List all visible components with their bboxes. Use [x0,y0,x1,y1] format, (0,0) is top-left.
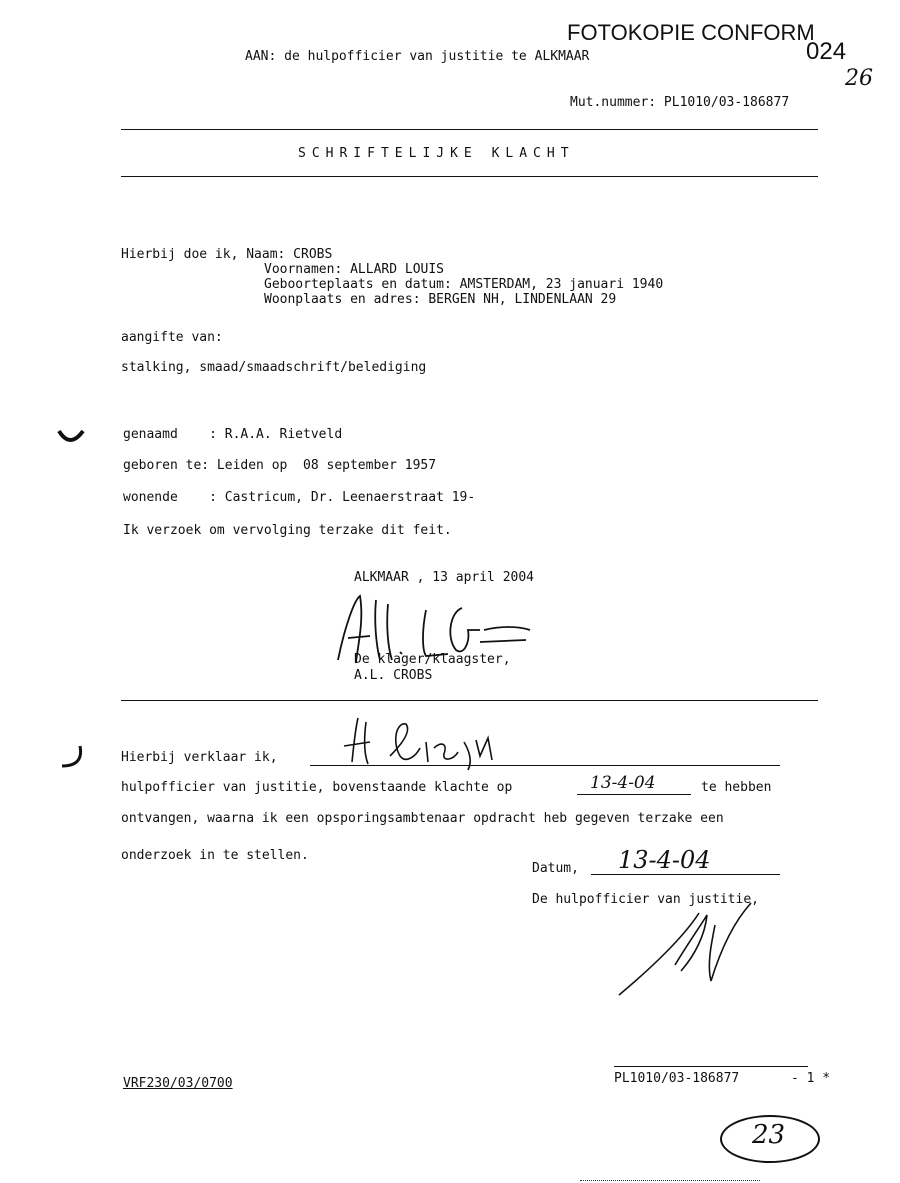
declaration-line-3: ontvangen, waarna ik een opsporingsambtenaar opdracht heb gegeven terzake een [121,811,724,826]
complainant-printed-name: A.L. CROBS [354,668,433,683]
handwritten-number: 26 [845,66,873,91]
officer-name-handwriting [340,712,520,772]
footer-reference-line [614,1066,808,1067]
prosecution-request: Ik verzoek om vervolging terzake dit feit. [123,523,452,538]
datum-value: 13-4-04 [618,846,711,874]
place-date: ALKMAAR , 13 april 2004 [354,570,535,585]
complainant-role: De klager/klaagster, [354,652,511,667]
report-label: aangifte van: [121,330,223,345]
footer-reference: PL1010/03-186877 [614,1071,740,1086]
datum-label: Datum, [532,861,579,876]
datum-line [591,874,780,875]
received-date-line [577,794,691,795]
declaration-line-1: Hierbij verklaar ik, [121,750,278,765]
report-offenses: stalking, smaad/smaadschrift/belediging [121,360,427,375]
declaration-line-2-end: te hebben [701,780,772,795]
received-date: 13-4-04 [590,773,656,793]
punch-hole-mark [58,744,88,772]
divider-title [121,176,818,177]
divider-top [121,129,818,130]
punch-hole-mark [56,427,86,451]
suspect-birth: geboren te: Leiden op 08 september 1957 [123,458,437,473]
suspect-name: genaamd : R.A.A. Rietveld [123,427,343,442]
complainant-first-names: Voornamen: ALLARD LOUIS [264,262,445,277]
copy-stamp: FOTOKOPIE CONFORM [567,20,815,45]
document-title: SCHRIFTELIJKE KLACHT [298,146,575,161]
officer-role: De hulpofficier van justitie, [532,892,759,907]
bottom-dotted-line [580,1180,760,1181]
form-code: VRF230/03/0700 [123,1076,233,1091]
recipient-line: AAN: de hulpofficier van justitie te ALKMAAR [245,49,590,64]
mut-number: Mut.nummer: PL1010/03-186877 [570,95,790,110]
complainant-birth: Geboorteplaats en datum: AMSTERDAM, 23 januari 1940 [264,277,664,292]
divider-bottom [121,700,818,701]
officer-signature [615,895,775,1005]
complainant-name: Hierbij doe ik, Naam: CROBS [121,247,333,262]
complainant-address: Woonplaats en adres: BERGEN NH, LINDENLAAN 29 [264,292,617,307]
page-indicator: - 1 * [791,1071,831,1086]
stamp-page-number: 024 [806,38,847,65]
declaration-line-4: onderzoek in te stellen. [121,848,309,863]
declaration-line-2: hulpofficier van justitie, bovenstaande klachte op [121,780,513,795]
suspect-residence: wonende : Castricum, Dr. Leenaerstraat 19- [123,490,476,505]
circled-number: 23 [752,1120,786,1150]
